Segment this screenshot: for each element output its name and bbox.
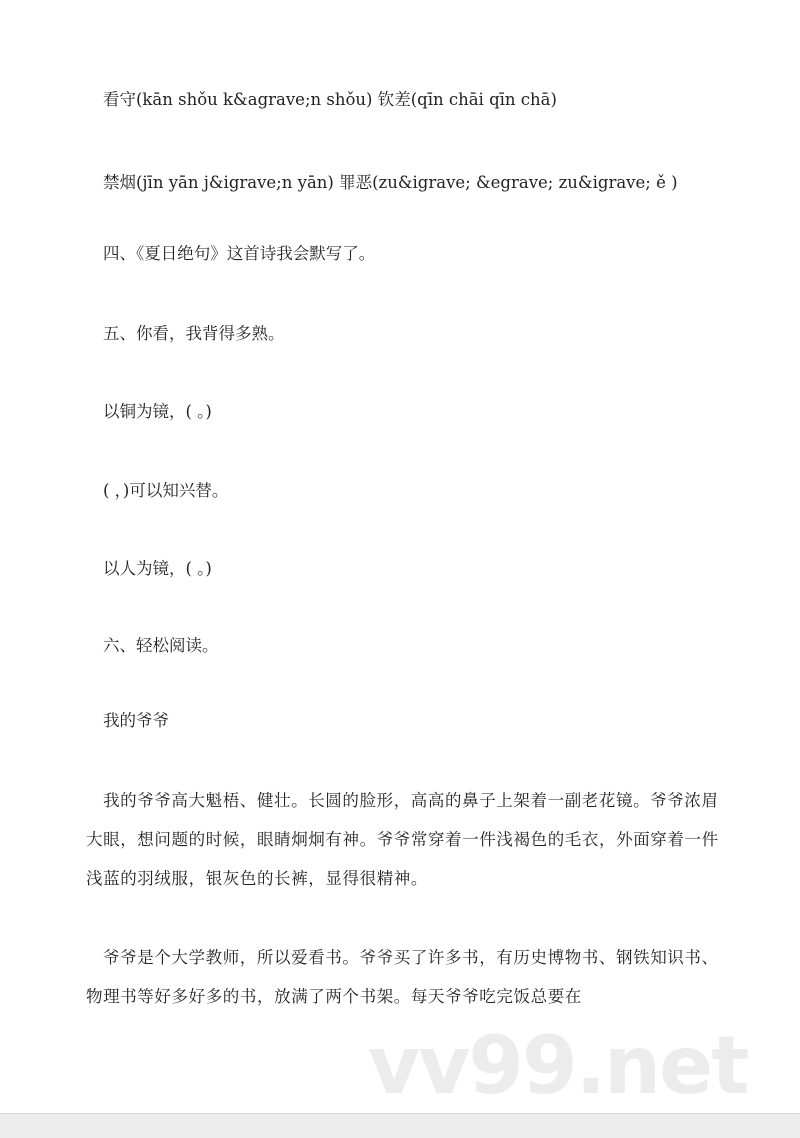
quote-line-3: 以人为镜，( 。)	[103, 559, 212, 578]
pinyin-line-1: 看守(kān shǒu k&agrave;n shǒu) 钦差(qīn chāi qīn chā)	[103, 90, 557, 109]
page-gap	[0, 1113, 800, 1138]
quote-line-1: 以铜为镜，( 。)	[103, 402, 212, 421]
quote-line-2: ( ，)可以知兴替。	[103, 481, 229, 500]
section-6-heading: 六、轻松阅读。	[103, 636, 219, 655]
reading-title: 我的爷爷	[103, 711, 169, 730]
reading-paragraph-2: 爷爷是个大学教师，所以爱看书。爷爷买了许多书，有历史博物书、钢铁知识书、物理书等好多好多的书，放满了两个书架。每天爷爷吃完饭总要在	[86, 948, 719, 1006]
watermark: vv99.net	[368, 1019, 748, 1112]
section-4-heading: 四、《夏日绝句》这首诗我会默写了。	[103, 244, 376, 263]
reading-paragraph-1: 我的爷爷高大魁梧、健壮。长圆的脸形，高高的鼻子上架着一副老花镜。爷爷浓眉大眼，想问题的时候，眼睛炯炯有神。爷爷常穿着一件浅褐色的毛衣，外面穿着一件浅蓝的羽绒服，银灰色的长裤，显得很精神。	[86, 791, 719, 888]
section-5-heading: 五、你看，我背得多熟。	[103, 324, 285, 343]
pinyin-line-2: 禁烟(jīn yān j&igrave;n yān) 罪恶(zu&igrave; &egrave; zu&igrave; ě )	[103, 173, 678, 192]
